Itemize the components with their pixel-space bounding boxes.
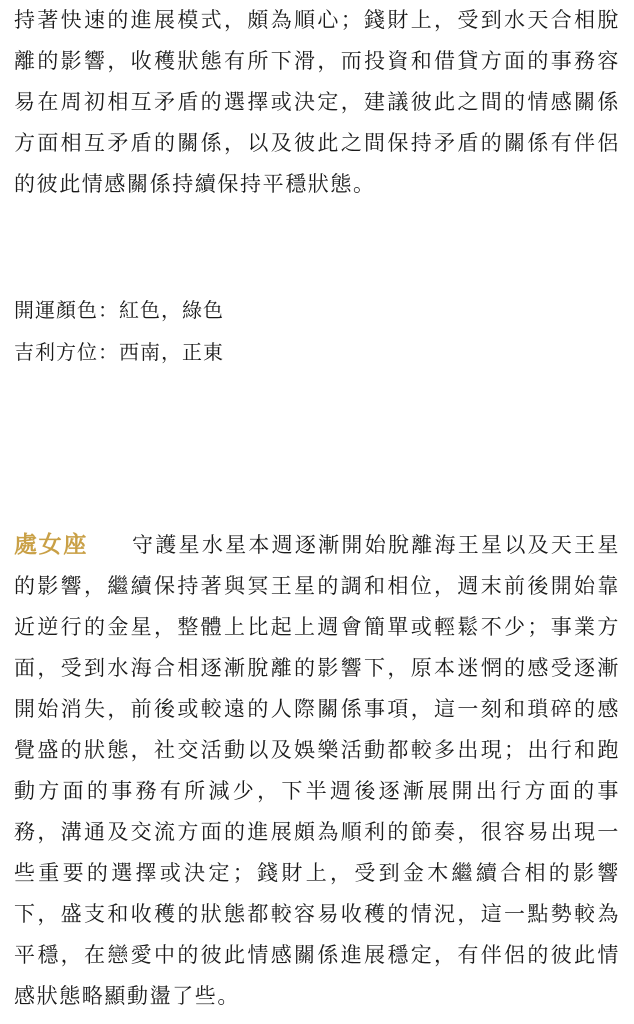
horoscope-article xyxy=(14,0,620,1017)
virgo-paragraph-text: 守護星水星本週逐漸開始脫離海王星以及天王星的影響，繼續保持著與冥王星的調和相位，週末前後開始靠近逆行的金星，整體上比起上週會簡單或輕鬆不少；事業方面，受到水海合相逐漸脫離的影響下，原本迷惘的感受逐漸開始消失，前後或較遠的人際關係事項，這一刻和瑣碎的感覺盛的狀態，社交活動以及娛樂活動都較多出現；出行和跑動方面的事務有所減少，下半週後逐漸展開出行方面的事務，溝通及交流方面的進展頗為順利的節奏，很容易出現一些重要的選擇或決定；錢財上，受到金木繼續合相的影響下，盛支和收穫的狀態都較容易收穫的情況，這一點勢較為平穩，在戀愛中的彼此情感關係進展穩定，有伴侶的彼此情感狀態略顯動盪了些。 xyxy=(14,533,620,1008)
virgo-section xyxy=(14,525,620,1017)
lucky-direction-line: 吉利方位：西南，正東 xyxy=(14,340,224,364)
lucky-color-line: 開運顏色：紅色，綠色 xyxy=(14,298,224,322)
previous-sign-paragraph: 持著快速的進展模式，頗為順心；錢財上，受到水天合相脫離的影響，收穫狀態有所下滑，而投資和借貸方面的事務容易在周初相互矛盾的選擇或決定，建議彼此之間的情感關係方面相互矛盾的關係，以及彼此之間保持矛盾的關係有伴侶的彼此情感關係持續保持平穩狀態。 xyxy=(14,8,620,196)
lucky-info-block xyxy=(14,289,620,373)
virgo-sign-title: 處女座 xyxy=(14,532,89,558)
virgo-paragraph xyxy=(14,525,620,1017)
